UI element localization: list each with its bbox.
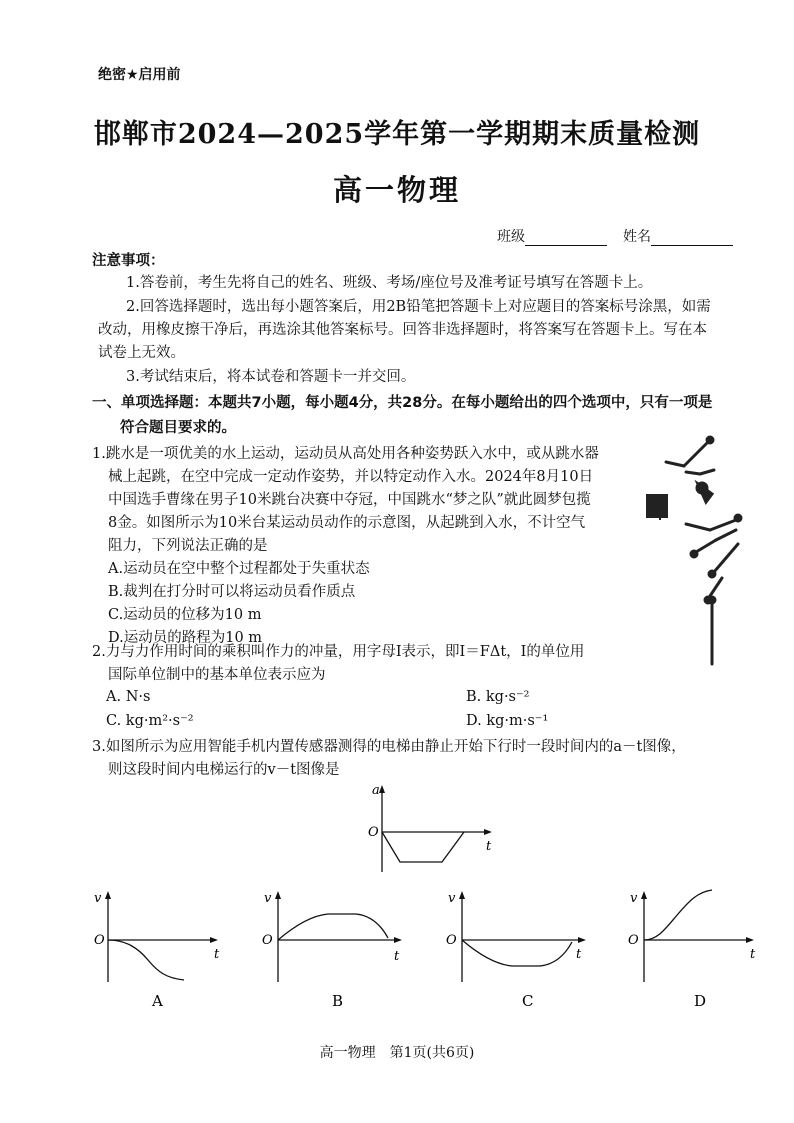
option-label-d: D — [694, 992, 707, 1010]
diver-figure-icon — [666, 437, 741, 664]
exam-title: 邯郸市2024—2025学年第一学期期末质量检测 — [93, 119, 701, 150]
class-label: 班级 — [497, 229, 525, 245]
confidential-mark: 绝密★启用前 — [98, 67, 181, 83]
section-heading: 一、单项选择题：本题共7小题，每小题4分，共28分。在每小题给出的四个选项中，只有一项是 符合题目要求的。 — [92, 395, 713, 436]
svg-text:t: t — [750, 947, 756, 962]
q3-line: 3.如图所示为应用智能手机内置传感器测得的电梯由静止开始下行时一段时间内的a－t图像， — [92, 739, 686, 755]
q1-option-d: D.运动员的路程为10 m — [108, 630, 263, 646]
svg-text:t: t — [214, 947, 220, 962]
vt-graph-b — [256, 882, 406, 1012]
q1-line: 阻力，下列说法正确的是 — [108, 538, 268, 554]
svg-text:v: v — [264, 891, 272, 906]
class-field — [497, 226, 607, 246]
vt-graph-d — [622, 882, 772, 1012]
at-x-label: t — [486, 839, 492, 854]
q2-line: 2.力与力作用时间的乘积叫作力的冲量，用字母I表示，即I＝FΔt，I的单位用 — [92, 644, 585, 660]
question-3 — [92, 736, 772, 782]
q1-option-b: B.裁判在打分时可以将运动员看作质点 — [108, 584, 356, 600]
q2-line: 国际单位制中的基本单位表示应为 — [108, 667, 326, 683]
name-field — [623, 226, 733, 246]
exam-subtitle: 高一物理 — [332, 173, 461, 207]
note-2-end: 试卷上无效。 — [98, 345, 185, 361]
q2-option-d: D. kg·m·s⁻¹ — [466, 713, 549, 729]
at-origin: O — [368, 825, 379, 840]
vt-graph-c — [440, 882, 590, 1012]
notes-title: 注意事项： — [92, 253, 165, 269]
vt-graph-a — [86, 882, 226, 1012]
svg-text:t: t — [394, 949, 400, 964]
note-3: 3.考试结束后，将本试卷和答题卡一并交回。 — [126, 369, 416, 385]
svg-text:v: v — [94, 891, 102, 906]
note-1: 1.答卷前，考生先将自己的姓名、班级、考场/座位号及准考证号填写在答题卡上。 — [126, 275, 653, 291]
svg-text:t: t — [576, 947, 582, 962]
question-2 — [92, 641, 652, 687]
q1-option-a: A.运动员在空中整个过程都处于失重状态 — [108, 561, 370, 577]
svg-text:O: O — [94, 933, 105, 948]
at-y-label: a — [372, 783, 380, 798]
page-footer: 高一物理 第1页(共6页) — [319, 1045, 475, 1061]
diver-illustration — [640, 432, 750, 672]
option-label-b: B — [332, 992, 344, 1010]
svg-text:v: v — [630, 891, 638, 906]
option-label-a: A — [152, 992, 163, 1010]
q3-line: 则这段时间内电梯运行的v－t图像是 — [108, 762, 340, 778]
q1-line: 8金。如图所示为10米台某运动员动作的示意图，从起跳到入水，不计空气 — [108, 515, 586, 531]
option-label-c: C — [522, 992, 534, 1010]
q1-line: 1.跳水是一项优美的水上运动，运动员从高处用各种姿势跃入水中，或从跳水器 — [92, 446, 599, 462]
name-label: 姓名 — [623, 229, 651, 245]
note-2: 2.回答选择题时，选出每小题答案后，用2B铅笔把答题卡上对应题目的答案标号涂黑，如需 — [126, 299, 711, 315]
question-1 — [92, 443, 652, 650]
platform-icon — [646, 494, 668, 518]
at-graph — [360, 780, 500, 880]
q1-line: 械上起跳，在空中完成一定动作姿势，并以特定动作入水。2024年8月10日 — [108, 469, 594, 485]
q1-option-c: C.运动员的位移为10 m — [108, 607, 262, 623]
svg-text:O: O — [262, 933, 273, 948]
q1-line: 中国选手曹缘在男子10米跳台决赛中夺冠，中国跳水“梦之队”就此圆梦包揽 — [108, 492, 591, 508]
svg-text:O: O — [446, 933, 457, 948]
q2-option-c: C. kg·m²·s⁻² — [106, 713, 194, 729]
svg-text:O: O — [628, 933, 639, 948]
svg-text:v: v — [448, 891, 456, 906]
note-2-cont: 改动，用橡皮擦干净后，再选涂其他答案标号。回答非选择题时，将答案写在答题卡上。写在本 — [98, 322, 707, 338]
q2-option-a: A. N·s — [106, 689, 151, 705]
q2-option-b: B. kg·s⁻² — [466, 689, 530, 705]
